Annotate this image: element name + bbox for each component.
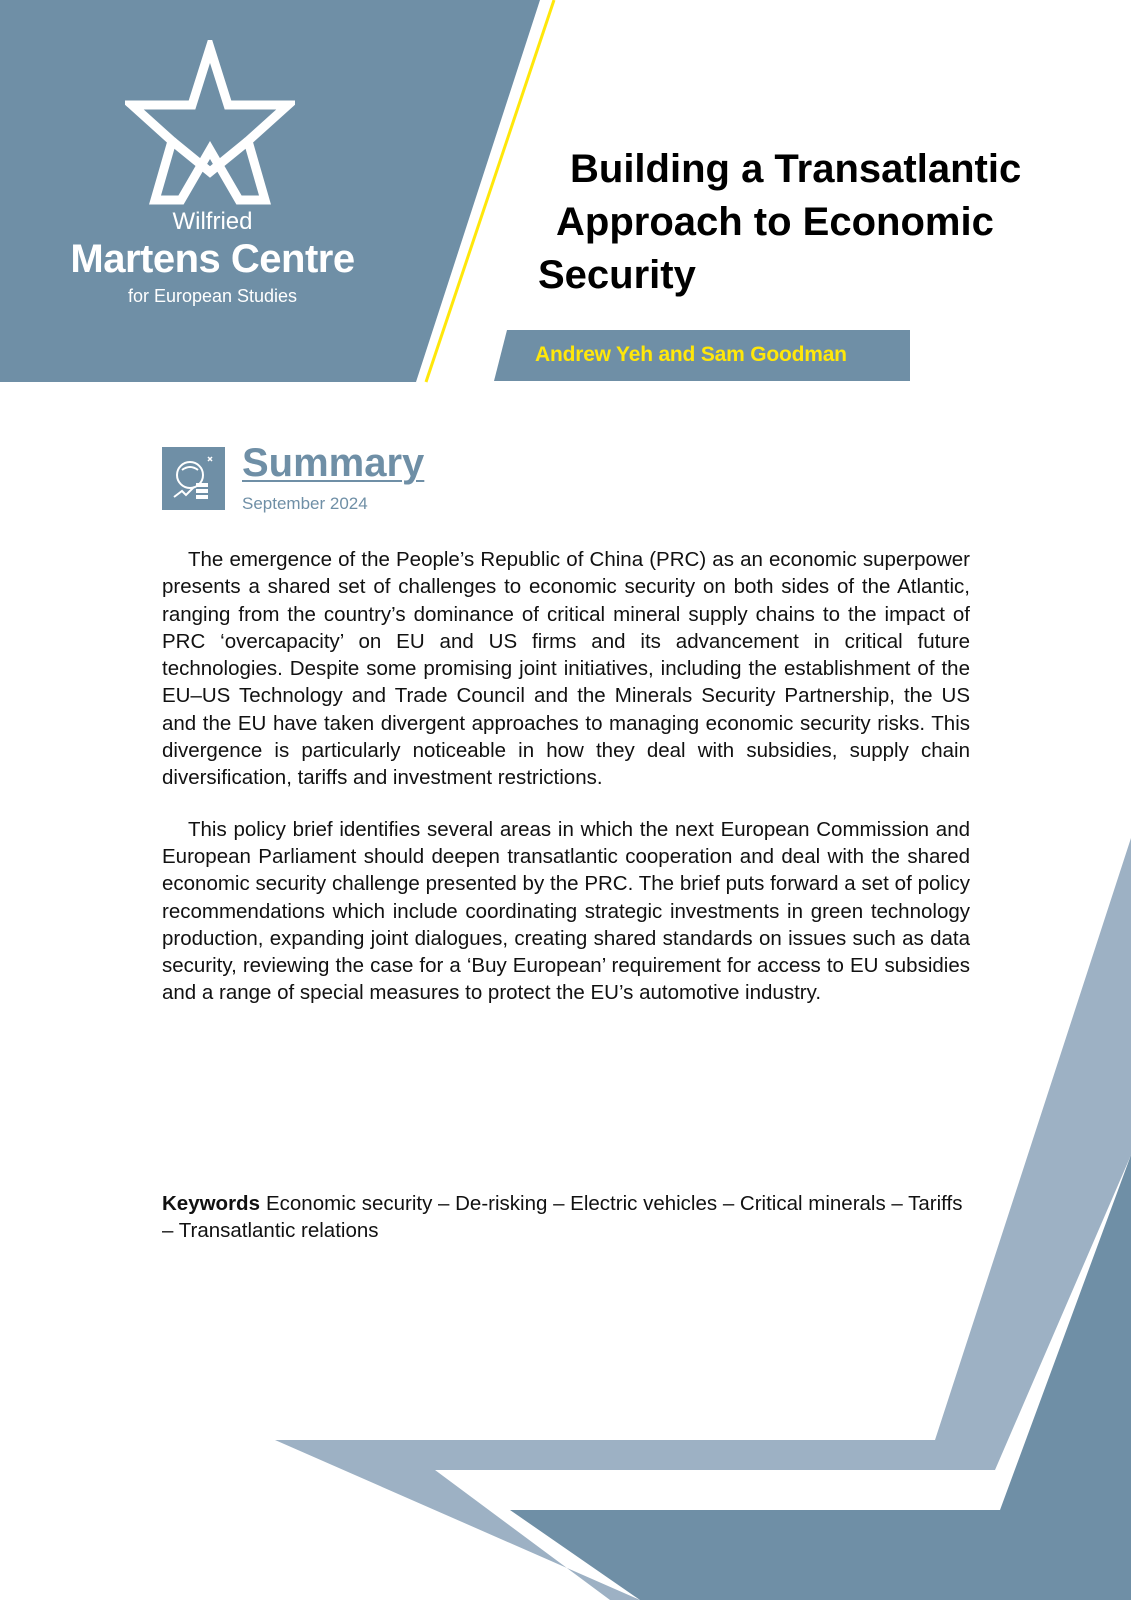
keywords-list: Economic security – De-risking – Electric vehicles – Critical minerals – Tariffs – Transatlantic relations bbox=[162, 1192, 963, 1242]
authors: Andrew Yeh and Sam Goodman bbox=[535, 343, 847, 366]
org-name: Martens Centre bbox=[70, 237, 355, 281]
title-line-1: Building a Transatlantic bbox=[570, 147, 1022, 191]
keywords-label: Keywords bbox=[162, 1192, 260, 1215]
summary-heading: Summary bbox=[242, 441, 425, 485]
title-line-2: Approach to Economic bbox=[556, 200, 994, 244]
org-subtitle: for European Studies bbox=[127, 286, 298, 306]
keywords bbox=[162, 1190, 970, 1244]
summary-paragraph-1: The emergence of the People’s Republic of China (PRC) as an economic superpower presents a shared set of challenges to economic security on both sides of the Atlantic, ranging from the country’s dominance of critical mineral supply chains to the impact of PRC ‘overcapacity’ on EU and US firms and its advancement in critical future technologies. Despite some promising joint initiatives, including the establishment of the EU–US Technology and Trade Council and the Minerals Security Partnership, the US and the EU have taken divergent approaches to managing economic security risks. This divergence is particularly noticeable in how they deal with subsidies, supply chain diversification, tariffs and investment restrictions. bbox=[162, 548, 970, 790]
summary-date: September 2024 bbox=[242, 494, 368, 513]
org-line1: Wilfried bbox=[172, 208, 253, 235]
organization-logo bbox=[40, 208, 385, 308]
document-title bbox=[538, 143, 1098, 302]
summary-body bbox=[162, 546, 970, 1031]
economy-icon bbox=[162, 447, 225, 510]
summary-paragraph-2: This policy brief identifies several areas in which the next European Commission and European Parliament should deepen transatlantic cooperation and deal with the shared economic security challenge presented by the PRC. The brief puts forward a set of policy recommendations which include coordinating strategic investments in green technology production, expanding joint dialogues, creating shared standards on issues such as data security, reviewing the case for a ‘Buy European’ requirement for access to EU subsidies and a range of special measures to protect the EU’s automotive industry. bbox=[162, 817, 970, 1005]
star-logo-icon bbox=[125, 40, 295, 208]
title-line-3: Security bbox=[538, 253, 696, 297]
